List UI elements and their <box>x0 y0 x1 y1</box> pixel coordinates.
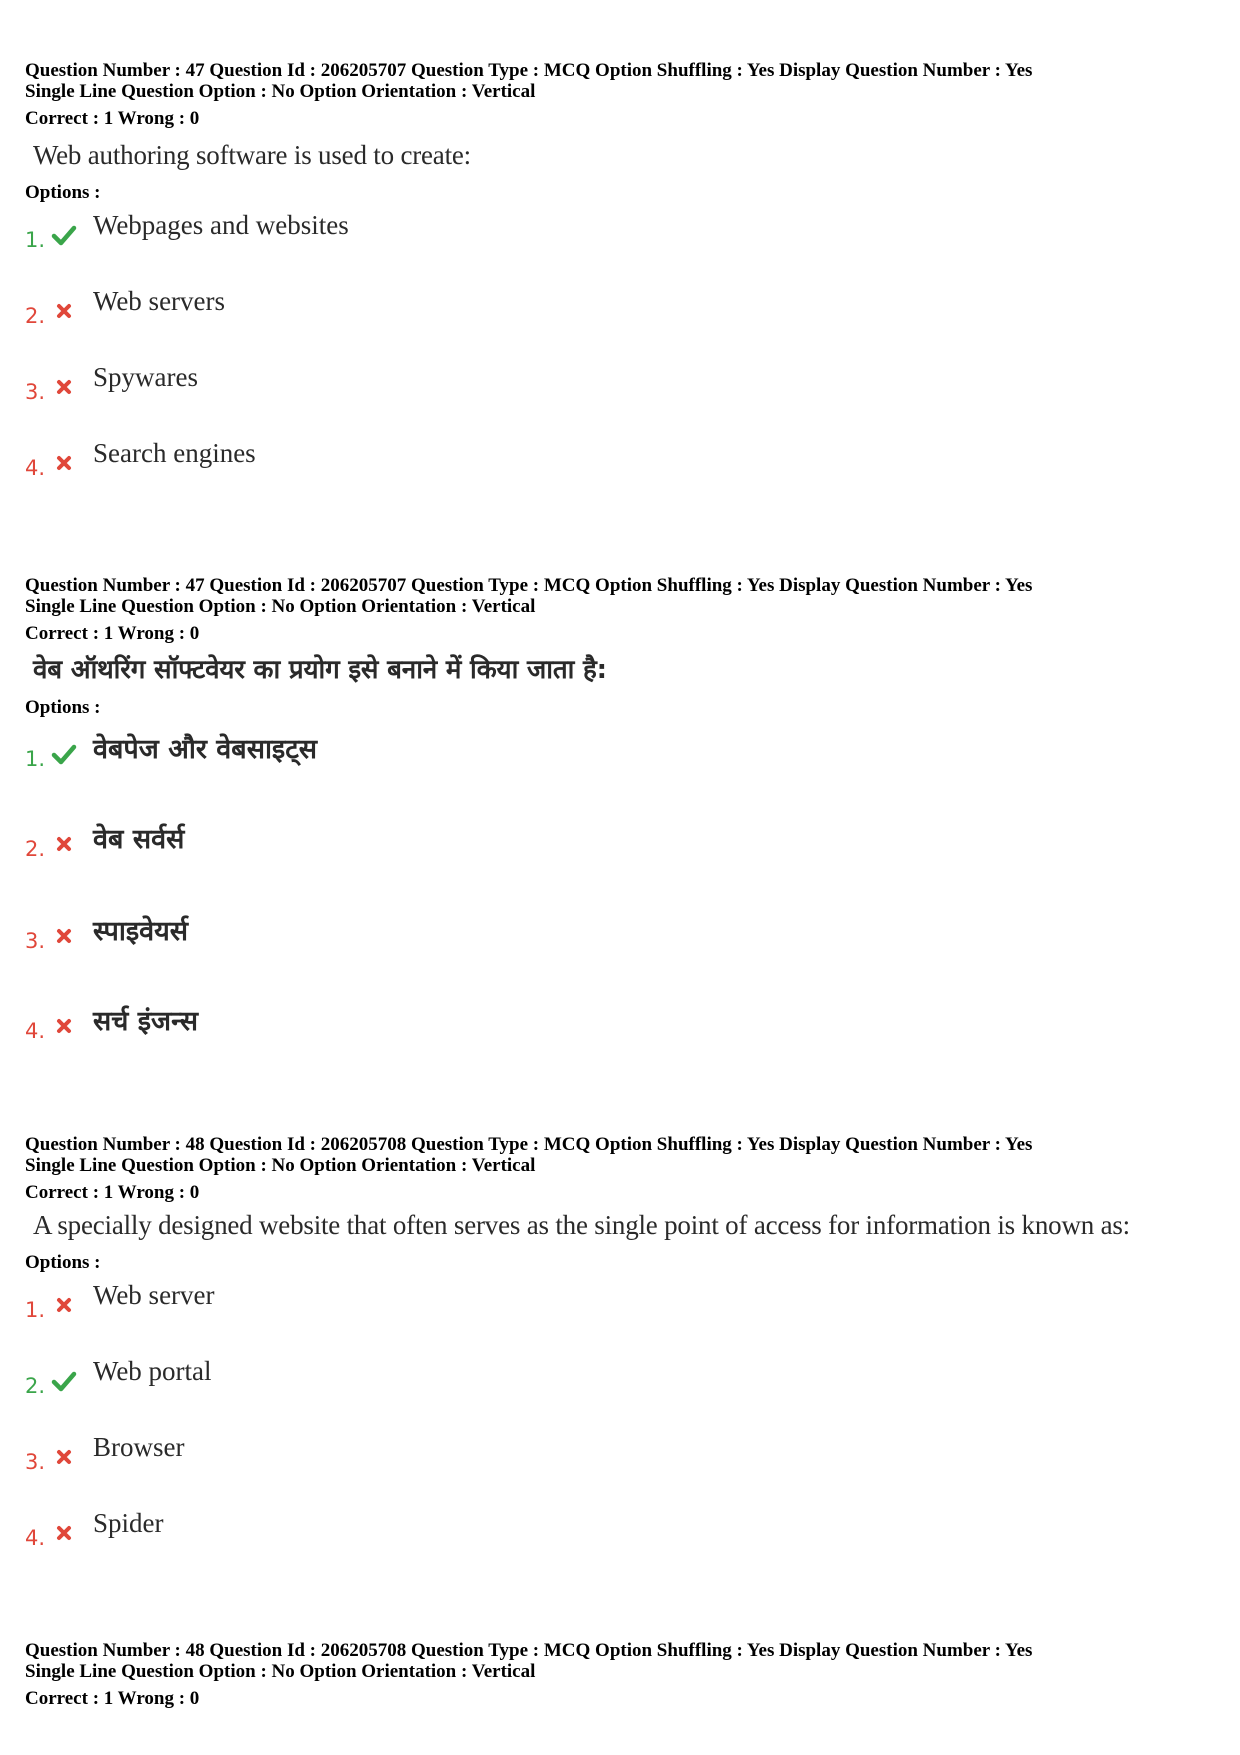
question-block <box>25 60 1225 512</box>
option-2 <box>25 1354 1225 1430</box>
question-text: Web authoring software is used to create: <box>33 140 471 170</box>
option-text: सर्च इंजन्स <box>93 1006 199 1037</box>
check-icon <box>51 741 77 767</box>
check-icon <box>51 222 77 248</box>
options-label: Options : <box>25 1252 101 1273</box>
option-4 <box>25 1506 1225 1582</box>
options-list <box>25 208 1225 512</box>
option-text: Browser <box>93 1432 185 1462</box>
options-label: Options : <box>25 697 101 718</box>
question-meta-line-2: Single Line Question Option : No Option Orientation : Vertical <box>25 1155 536 1176</box>
option-number: 2. <box>25 1374 46 1398</box>
cross-icon <box>51 1013 77 1039</box>
option-text: Web server <box>93 1280 215 1310</box>
option-text: वेब सर्वर्स <box>93 824 185 855</box>
option-text: Spider <box>93 1508 164 1538</box>
question-meta-line-2: Single Line Question Option : No Option Orientation : Vertical <box>25 1661 536 1682</box>
question-meta-line-1: Question Number : 47 Question Id : 206205707 Question Type : MCQ Option Shuffling : Yes Display Question Number : Yes <box>25 60 1033 81</box>
option-text: Web portal <box>93 1356 212 1386</box>
option-1 <box>25 208 1225 284</box>
question-score: Correct : 1 Wrong : 0 <box>25 1182 200 1203</box>
option-number: 1. <box>25 228 46 252</box>
question-text: A specially designed website that often serves as the single point of access for information is known as: <box>33 1210 1130 1240</box>
option-number: 1. <box>25 1298 46 1322</box>
cross-icon <box>51 923 77 949</box>
option-text: Spywares <box>93 362 198 392</box>
question-block <box>25 1134 1225 1582</box>
cross-icon <box>51 1292 77 1318</box>
option-number: 3. <box>25 929 46 953</box>
question-score: Correct : 1 Wrong : 0 <box>25 1688 200 1709</box>
cross-icon <box>51 1444 77 1470</box>
question-block <box>25 575 1225 1075</box>
cross-icon <box>51 450 77 476</box>
option-text: Web servers <box>93 286 226 316</box>
option-number: 2. <box>25 304 46 328</box>
option-number: 4. <box>25 1526 46 1550</box>
option-2 <box>25 817 1225 909</box>
cross-icon <box>51 374 77 400</box>
option-text: Webpages and websites <box>93 210 349 240</box>
option-1 <box>25 727 1225 817</box>
cross-icon <box>51 831 77 857</box>
option-text: वेबपेज और वेबसाइट्स <box>93 734 318 765</box>
question-text: वेब ऑथरिंग सॉफ्टवेयर का प्रयोग इसे बनाने में किया जाता है: <box>33 655 607 685</box>
check-icon <box>51 1368 77 1394</box>
question-meta-line-1: Question Number : 48 Question Id : 206205708 Question Type : MCQ Option Shuffling : Yes Display Question Number : Yes <box>25 1134 1033 1155</box>
option-2 <box>25 284 1225 360</box>
options-list <box>25 1278 1225 1582</box>
options-label: Options : <box>25 182 101 203</box>
option-number: 1. <box>25 747 46 771</box>
cross-icon <box>51 1520 77 1546</box>
option-4 <box>25 999 1225 1075</box>
question-block <box>25 1640 1225 1710</box>
question-meta-line-2: Single Line Question Option : No Option Orientation : Vertical <box>25 596 536 617</box>
question-score: Correct : 1 Wrong : 0 <box>25 623 200 644</box>
option-number: 3. <box>25 1450 46 1474</box>
options-list <box>25 727 1225 1075</box>
question-meta-line-1: Question Number : 47 Question Id : 206205707 Question Type : MCQ Option Shuffling : Yes Display Question Number : Yes <box>25 575 1033 596</box>
option-3 <box>25 360 1225 436</box>
option-text: Search engines <box>93 438 256 468</box>
option-1 <box>25 1278 1225 1354</box>
option-number: 2. <box>25 837 46 861</box>
option-3 <box>25 1430 1225 1506</box>
option-text: स्पाइवेयर्स <box>93 916 189 947</box>
question-meta-line-2: Single Line Question Option : No Option Orientation : Vertical <box>25 81 536 102</box>
question-score: Correct : 1 Wrong : 0 <box>25 108 200 129</box>
option-number: 4. <box>25 456 46 480</box>
option-number: 3. <box>25 380 46 404</box>
option-3 <box>25 909 1225 999</box>
cross-icon <box>51 298 77 324</box>
question-meta-line-1: Question Number : 48 Question Id : 206205708 Question Type : MCQ Option Shuffling : Yes Display Question Number : Yes <box>25 1640 1033 1661</box>
option-4 <box>25 436 1225 512</box>
option-number: 4. <box>25 1019 46 1043</box>
